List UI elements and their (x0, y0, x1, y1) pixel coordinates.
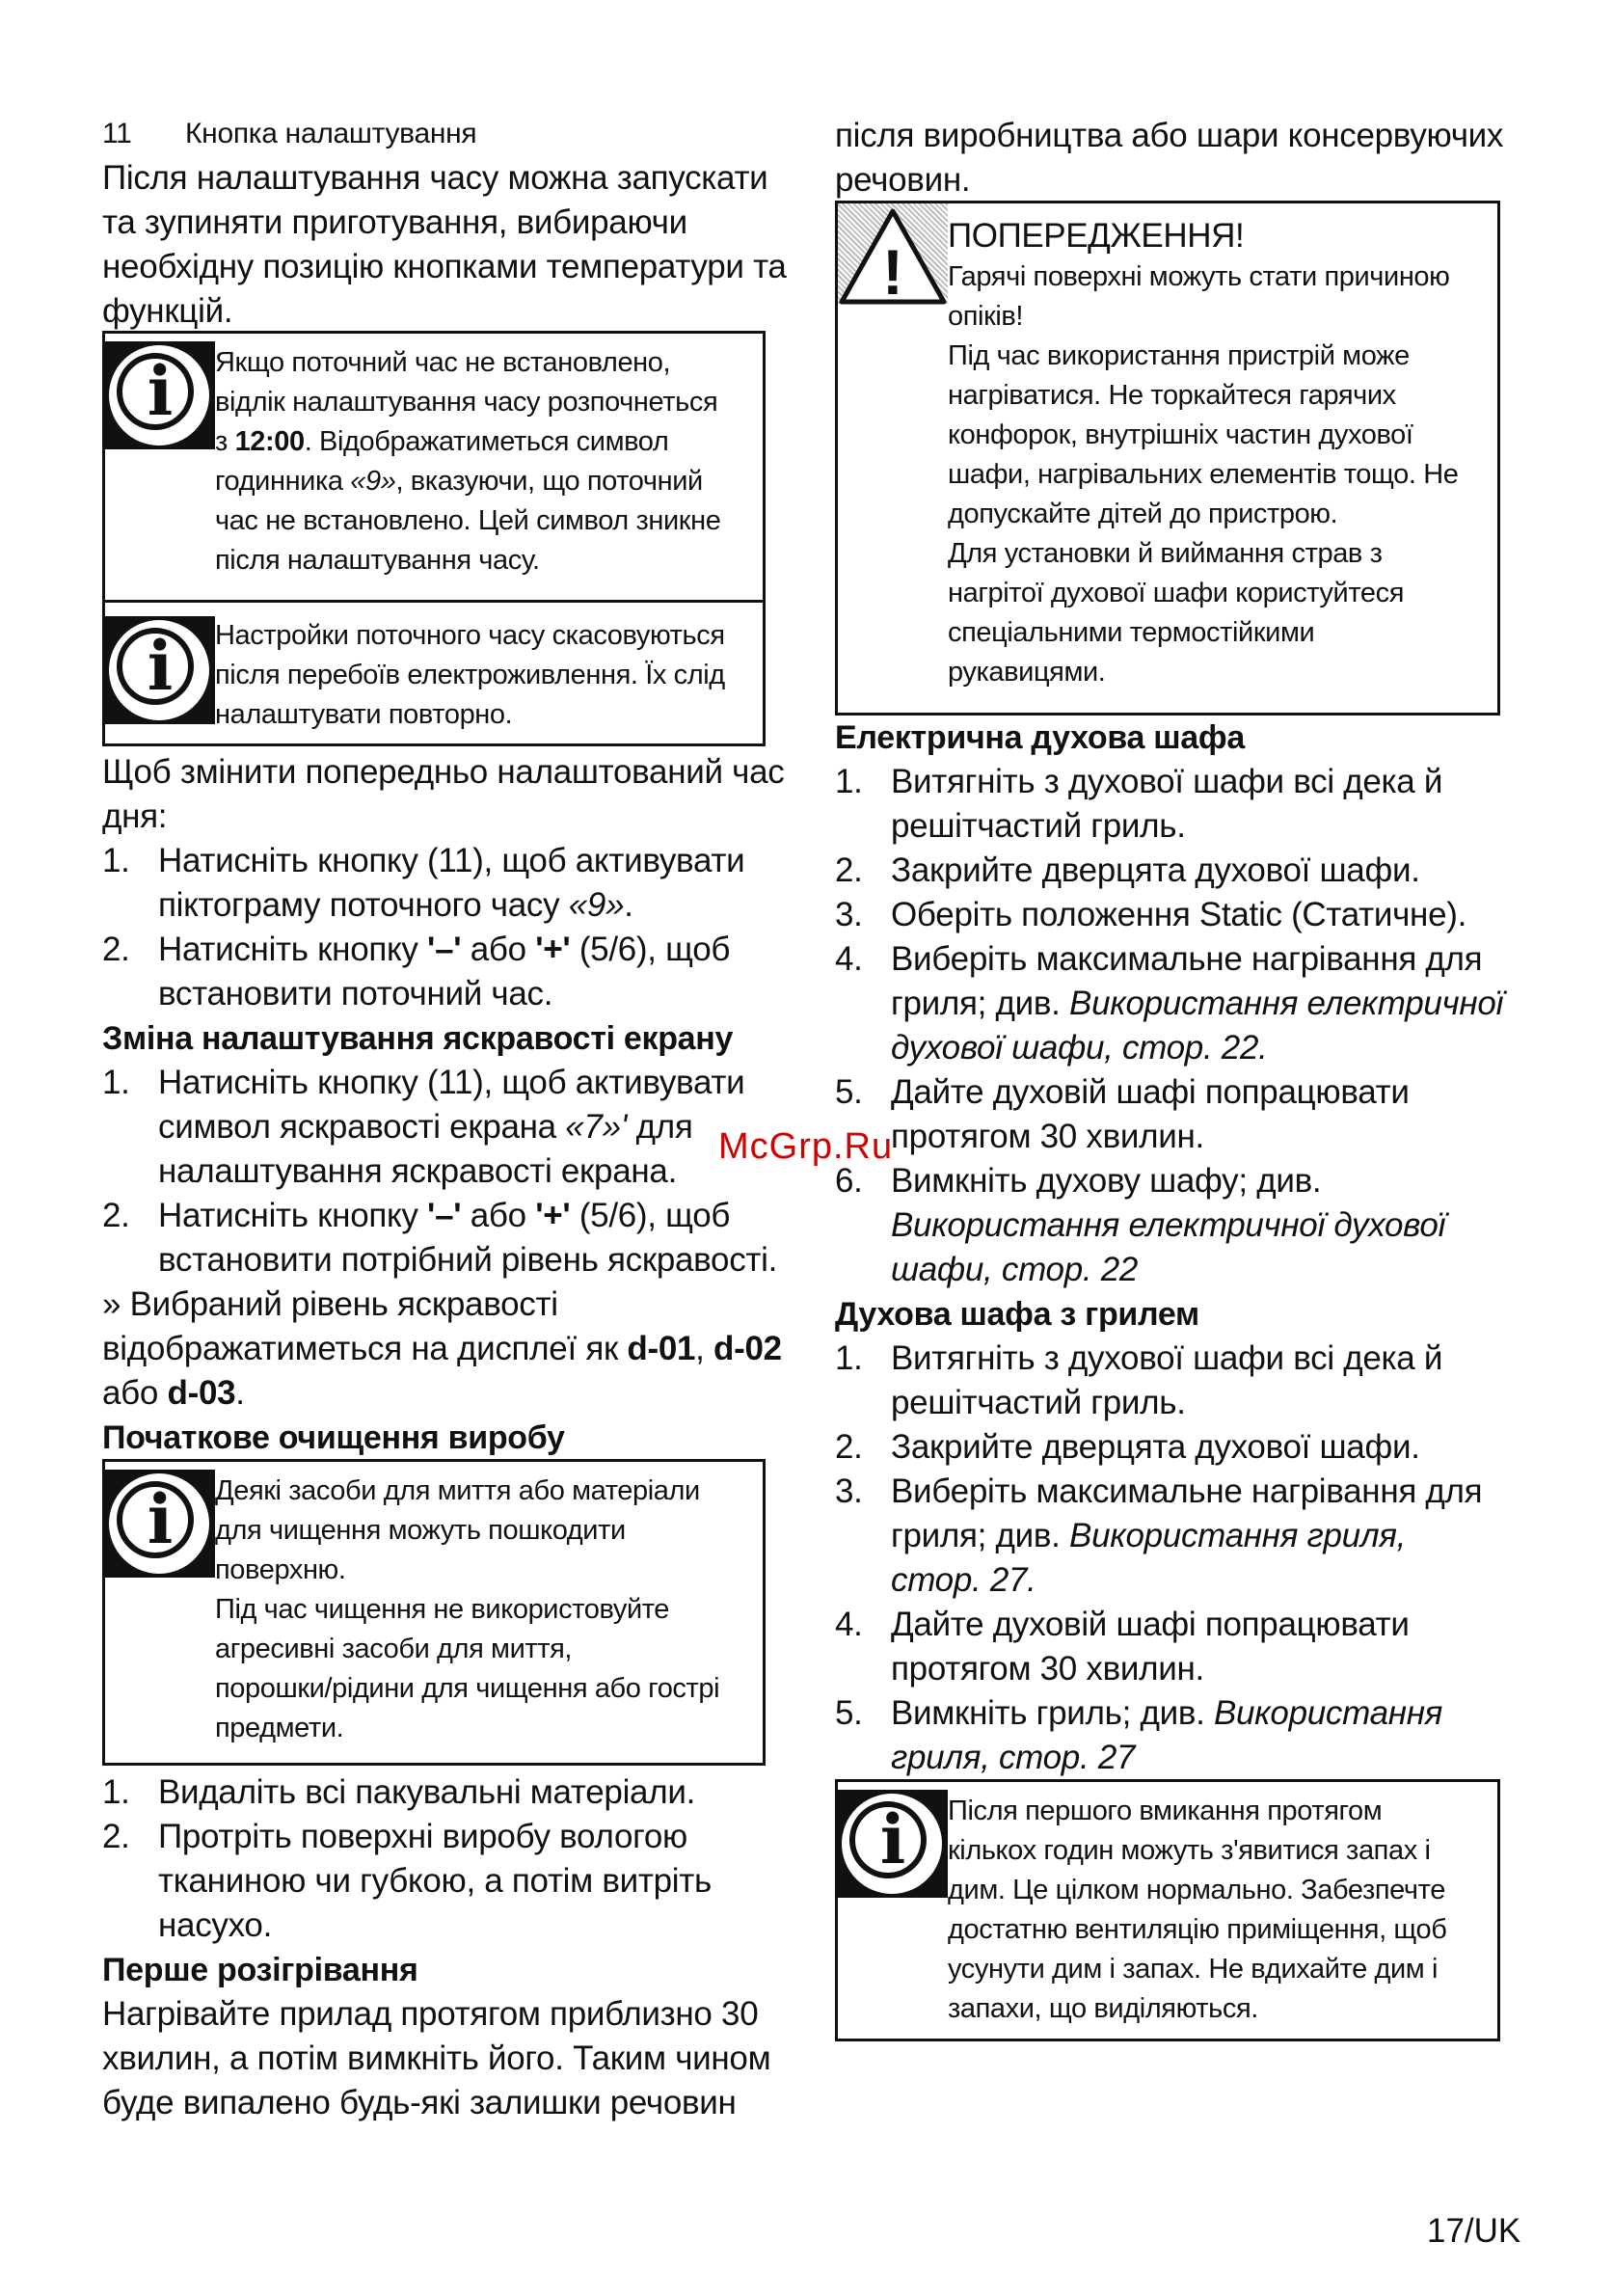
text-line: після виробництва або шари консервуючих (835, 117, 1504, 154)
warning-line: нагрітої духової шафи користуйтеся (948, 578, 1405, 608)
warning-line: спеціальними термостійкими (948, 617, 1315, 648)
step-number: 2. (835, 1428, 863, 1466)
info-line: Якщо поточний час не встановлено, (215, 347, 671, 378)
first-heating-paragraph (102, 1992, 769, 2125)
item-11-line (102, 114, 769, 153)
step-text: решітчастий гриль. (891, 807, 1186, 845)
step-text: Протріть поверхні виробу вологою (158, 1818, 687, 1855)
step-text: гриля; див. Використання електричної (891, 985, 1503, 1022)
grill-step-2 (835, 1425, 1502, 1470)
info-line: достатню вентиляцію приміщення, щоб (948, 1914, 1447, 1945)
warning-line: допускайте дітей до пристрою. (948, 499, 1338, 529)
brightness-step-2: 2. Натисніть кнопку '–' або '+' (5/6), щоб встановити потрібний рівень яскравості. (102, 1194, 769, 1283)
info-icon: i (105, 1470, 215, 1578)
step-text: Видаліть всі пакувальні матеріали. (158, 1773, 696, 1811)
warning-triangle-icon (838, 205, 948, 306)
info-line: Настройки поточного часу скасовуються (215, 620, 725, 651)
grill-step-5: 5. Вимкніть гриль; див. Використання гриля, стор. 27 (835, 1691, 1502, 1780)
info-line: після налаштування часу. (215, 545, 540, 576)
text-line: Нагрівайте прилад протягом приблизно 30 (102, 1995, 759, 2033)
step-text: шафи, стор. 22 (891, 1251, 1139, 1288)
intro-line: Після налаштування часу можна запускати (102, 159, 768, 197)
step-text: піктограму поточного часу «9». (158, 886, 633, 924)
info-line: кількох годин можуть з'явитися запах і (948, 1835, 1431, 1866)
info-line: після перебоїв електроживлення. Їх слід (215, 660, 725, 690)
electric-step-6 (835, 1159, 1502, 1292)
info-line: усунути дим і запах. Не вдихайте дим і (948, 1954, 1439, 1985)
brightness-result (102, 1283, 782, 1416)
step-text: Закрийте дверцята духової шафи. (891, 851, 1420, 889)
step-text: Натисніть кнопку (11), щоб активувати (158, 1064, 745, 1101)
electric-step-1 (835, 760, 1502, 849)
electric-step-2 (835, 849, 1502, 893)
cleaning-step-2 (102, 1815, 769, 1948)
info-icon: i (105, 341, 215, 449)
info-box-first-use-smell (835, 1779, 1500, 2041)
step-number: 1. (835, 1339, 863, 1377)
intro-line: необхідну позицію кнопками температури та (102, 248, 787, 285)
info-box-power-outage (102, 600, 766, 746)
step-number: 2. (102, 931, 130, 968)
step-number: 4. (835, 1606, 863, 1643)
warning-line: нагріватися. Не торкайтеся гарячих (948, 380, 1396, 411)
step-text: налаштування яскравості екрана. (158, 1152, 678, 1190)
step-text: встановити потрібний рівень яскравості. (158, 1241, 778, 1279)
warning-line: Для установки й виймання страв з (948, 538, 1383, 569)
step-text: гриля; див. Використання гриля, (891, 1517, 1407, 1554)
warning-line: опіків! (948, 301, 1024, 332)
step-number: 1. (835, 763, 863, 800)
step-text: стор. 27. (891, 1561, 1036, 1599)
brightness-step-1 (102, 1061, 769, 1194)
text-line: Щоб змінити попередньо налаштований час (102, 753, 785, 791)
intro-line: та зупиняти приготування, вибираючи (102, 203, 687, 241)
info-line: налаштувати повторно. (215, 699, 513, 730)
step-text: протягом 30 хвилин. (891, 1118, 1204, 1155)
step-number: 3. (835, 1472, 863, 1510)
intro-paragraph (102, 156, 787, 334)
step-text: Витягніть з духової шафи всі дека й (891, 1339, 1443, 1377)
change-time-intro (102, 750, 785, 839)
text-line: відображатиметься на дисплеї як d-01, d-02 (102, 1330, 782, 1367)
first-heating-heading: Перше розігрівання (102, 1952, 418, 1988)
info-line: поверхню. (215, 1554, 346, 1585)
warning-line: Під час використання пристрій може (948, 340, 1410, 371)
text-line: або d-03. (102, 1374, 245, 1412)
cleaning-heading: Початкове очищення виробу (102, 1419, 565, 1456)
info-icon: i (105, 616, 215, 724)
info-line: Під час чищення не використовуйте (215, 1594, 670, 1625)
step-text: встановити поточний час. (158, 975, 553, 1013)
step-text: Використання електричної духової (891, 1206, 1446, 1244)
text-line: буде випалено будь-які залишки речовин (102, 2084, 737, 2121)
electric-step-5 (835, 1070, 1502, 1159)
step-text: гриля, стор. 27 (891, 1739, 1136, 1776)
cleaning-step-1 (102, 1770, 769, 1815)
grill-step-1 (835, 1337, 1502, 1425)
item-11-label: Кнопка налаштування (185, 118, 477, 149)
brightness-heading: Зміна налаштування яскравості екрану (102, 1020, 734, 1057)
warning-line: Гарячі поверхні можуть стати причиною (948, 261, 1450, 292)
step-number: 5. (835, 1073, 863, 1111)
step-number: 2. (835, 851, 863, 889)
step-text: Натисніть кнопку (11), щоб активувати (158, 842, 745, 879)
step-text: Виберіть максимальне нагрівання для (891, 940, 1483, 978)
info-line: агресивні засоби для миття, (215, 1634, 573, 1664)
change-time-step-1 (102, 839, 769, 928)
step-number: 5. (835, 1694, 863, 1732)
text-line: » Вибраний рівень яскравості (102, 1285, 558, 1323)
warning-line: рукавицями. (948, 657, 1106, 688)
info-line: Деякі засоби для миття або матеріали (215, 1475, 700, 1506)
info-line: порошки/рідини для чищення або гострі (215, 1673, 720, 1704)
text-line: дня: (102, 797, 168, 835)
item-11-number: 11 (102, 118, 132, 149)
step-text: Витягніть з духової шафи всі дека й (891, 763, 1443, 800)
step-text: Виберіть максимальне нагрівання для (891, 1472, 1483, 1510)
step-text: насухо. (158, 1906, 272, 1944)
step-text: протягом 30 хвилин. (891, 1650, 1204, 1688)
intro-line: функцій. (102, 292, 233, 330)
step-text: Дайте духовій шафі попрацювати (891, 1073, 1410, 1111)
grill-step-4 (835, 1603, 1502, 1691)
grill-oven-heading: Духова шафа з грилем (835, 1296, 1199, 1333)
step-text: решітчастий гриль. (891, 1384, 1186, 1421)
step-text: тканиною чи губкою, а потім витріть (158, 1862, 712, 1900)
info-icon: i (838, 1790, 948, 1898)
step-number: 3. (835, 896, 863, 933)
grill-step-3 (835, 1470, 1502, 1603)
step-text: символ яскравості екрана «7»' для (158, 1108, 693, 1146)
step-text: Оберіть положення Static (Статичне). (891, 896, 1467, 933)
step-number: 1. (102, 1773, 130, 1811)
warning-text (948, 215, 1488, 692)
step-number: 1. (102, 842, 130, 879)
step-text: духової шафи, стор. 22. (891, 1029, 1268, 1067)
step-text: Дайте духовій шафі попрацювати (891, 1606, 1410, 1643)
text-line: речовин. (835, 161, 971, 199)
electric-step-3 (835, 893, 1502, 937)
warning-line: конфорок, внутрішніх частин духової (948, 419, 1413, 450)
info-line: відлік налаштування часу розпочнеться (215, 387, 718, 418)
watermark-text: McGrp.Ru (718, 1126, 894, 1167)
info-line: предмети. (215, 1713, 344, 1743)
info-line: дим. Це цілком нормально. Забезпечте (948, 1875, 1445, 1905)
info-line: час не встановлено. Цей символ зникне (215, 505, 721, 536)
warning-line: шафи, нагрівальних елементів тощо. Не (948, 459, 1459, 490)
info-box-text (215, 343, 753, 581)
info-box-cleaning (102, 1459, 766, 1766)
info-box-time-not-set (102, 331, 766, 603)
step-number: 1. (102, 1064, 130, 1101)
info-box-text (215, 616, 753, 735)
svg-text:!: ! (882, 236, 903, 306)
electric-oven-heading: Електрична духова шафа (835, 719, 1245, 756)
info-line: запахи, що виділяються. (948, 1993, 1258, 2024)
info-line: з 12:00. Відображатиметься символ (215, 426, 669, 457)
step-text: Закрийте дверцята духової шафи. (891, 1428, 1420, 1466)
info-line: Після першого вмикання протягом (948, 1796, 1383, 1826)
info-box-text (215, 1472, 753, 1748)
step-text: Вимкніть духову шафу; див. (891, 1162, 1322, 1200)
step-number: 2. (102, 1818, 130, 1855)
text-line: хвилин, а потім вимкніть його. Таким чином (102, 2039, 771, 2077)
info-line: для чищення можуть пошкодити (215, 1515, 626, 1546)
page-number: 17/UK (1427, 2212, 1521, 2250)
electric-step-4 (835, 937, 1502, 1070)
info-line: годинника «9», вказуючи, що поточний (215, 466, 703, 497)
step-number: 4. (835, 940, 863, 978)
continued-paragraph (835, 114, 1502, 203)
warning-title: ПОПЕРЕДЖЕННЯ! (948, 217, 1245, 255)
step-number: 2. (102, 1197, 130, 1234)
warning-box (835, 201, 1500, 716)
info-box-text (948, 1792, 1488, 2029)
change-time-step-2: 2. Натисніть кнопку '–' або '+' (5/6), щоб встановити поточний час. (102, 928, 769, 1016)
step-number: 6. (835, 1162, 863, 1200)
